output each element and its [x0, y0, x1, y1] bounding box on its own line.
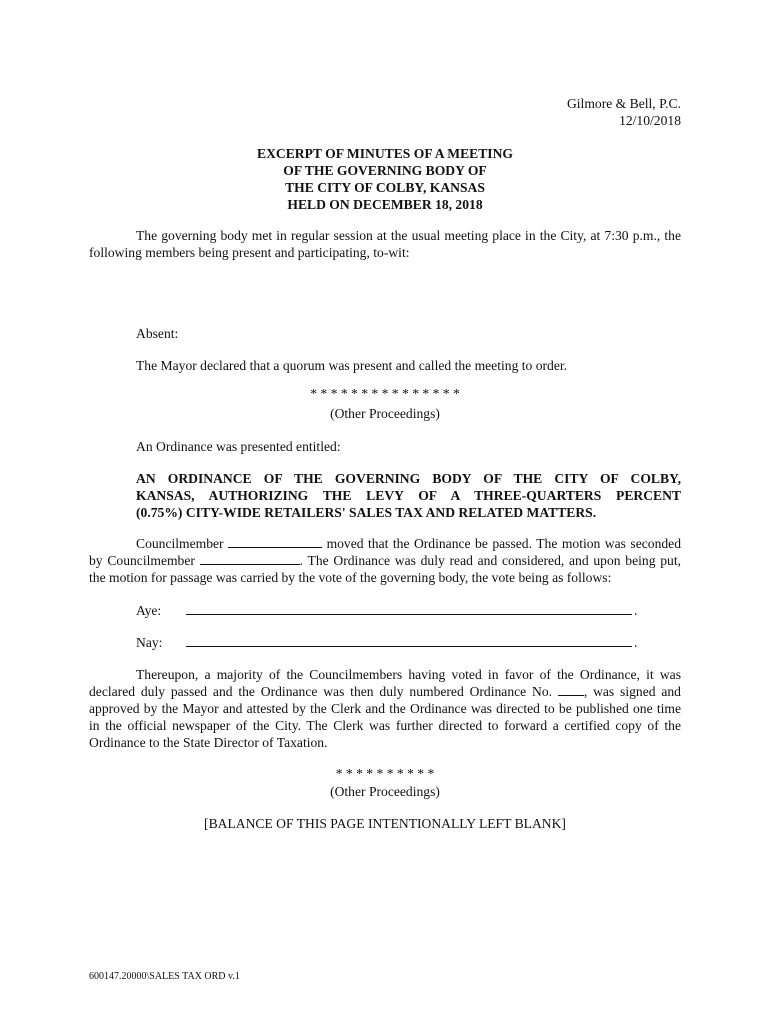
- thereupon-paragraph: [89, 666, 681, 751]
- nay-blank-line: [186, 646, 632, 647]
- thereupon-line-5: Ordinance to the State Director of Taxation.: [89, 735, 328, 750]
- title-line-3: THE CITY OF COLBY, KANSAS: [285, 180, 485, 195]
- title-line-4: HELD ON DECEMBER 18, 2018: [287, 197, 483, 212]
- motion-line-1: Councilmember moved that the Ordinance be passed. The motion was seconded: [136, 536, 681, 551]
- title-line-2: OF THE GOVERNING BODY OF: [283, 163, 487, 178]
- thereupon-line-1: Thereupon, a majority of the Councilmembers having voted in favor of the Ordinance, it was: [136, 667, 681, 682]
- motion-line-2: by Councilmember . The Ordinance was duly read and considered, and upon being put,: [89, 553, 681, 568]
- aye-label: Aye:: [136, 603, 162, 618]
- thereupon-line-2: declared duly passed and the Ordinance was then duly numbered Ordinance No. , was signed and: [89, 684, 681, 699]
- nay-period: .: [634, 635, 638, 650]
- ordinance-title-line-1: AN ORDINANCE OF THE GOVERNING BODY OF THE CITY OF COLBY,: [136, 471, 681, 486]
- other-proceedings-2: (Other Proceedings): [330, 784, 440, 799]
- aye-period: .: [634, 603, 638, 618]
- intro-line-1: The governing body met in regular session at the usual meeting place in the City, at 7:30 p.m., the: [136, 228, 681, 243]
- nay-label: Nay:: [136, 635, 163, 650]
- absent-label: Absent:: [136, 326, 179, 341]
- footer-doc-id: 600147.20000\SALES TAX ORD v.1: [89, 971, 240, 982]
- motion-paragraph: [89, 535, 681, 586]
- ordinance-title-line-2: KANSAS, AUTHORIZING THE LEVY OF A THREE-QUARTERS PERCENT: [136, 488, 681, 503]
- ordinance-title: [136, 470, 681, 521]
- intro-line-2: following members being present and participating, to-wit:: [89, 245, 410, 260]
- separator-asterisks-2: * * * * * * * * * *: [335, 766, 435, 781]
- document-date: 12/10/2018: [619, 113, 681, 128]
- seconder-blank: [200, 552, 300, 565]
- quorum-statement: The Mayor declared that a quorum was present and called the meeting to order.: [136, 358, 568, 373]
- thereupon-line-4: in the official newspaper of the City. The Clerk was further directed to forward a certified copy of the: [89, 718, 681, 733]
- separator-asterisks-1: * * * * * * * * * * * * * * *: [310, 386, 460, 401]
- mover-blank: [228, 535, 322, 548]
- balance-blank-notice: [BALANCE OF THIS PAGE INTENTIONALLY LEFT BLANK]: [204, 816, 566, 831]
- ordinance-number-blank: [558, 683, 584, 696]
- intro-paragraph: [89, 227, 681, 261]
- ordinance-presented: An Ordinance was presented entitled:: [136, 439, 341, 454]
- thereupon-line-3: approved by the Mayor and attested by the Clerk and the Ordinance was directed to be published one time: [89, 701, 681, 716]
- motion-line-3: the motion for passage was carried by the vote of the governing body, the vote being as follows:: [89, 570, 612, 585]
- other-proceedings-1: (Other Proceedings): [330, 406, 440, 421]
- aye-blank-line: [186, 614, 632, 615]
- firm-name: Gilmore & Bell, P.C.: [566, 96, 681, 111]
- title-line-1: EXCERPT OF MINUTES OF A MEETING: [257, 146, 513, 161]
- ordinance-title-line-3: (0.75%) CITY-WIDE RETAILERS' SALES TAX AND RELATED MATTERS.: [136, 505, 597, 520]
